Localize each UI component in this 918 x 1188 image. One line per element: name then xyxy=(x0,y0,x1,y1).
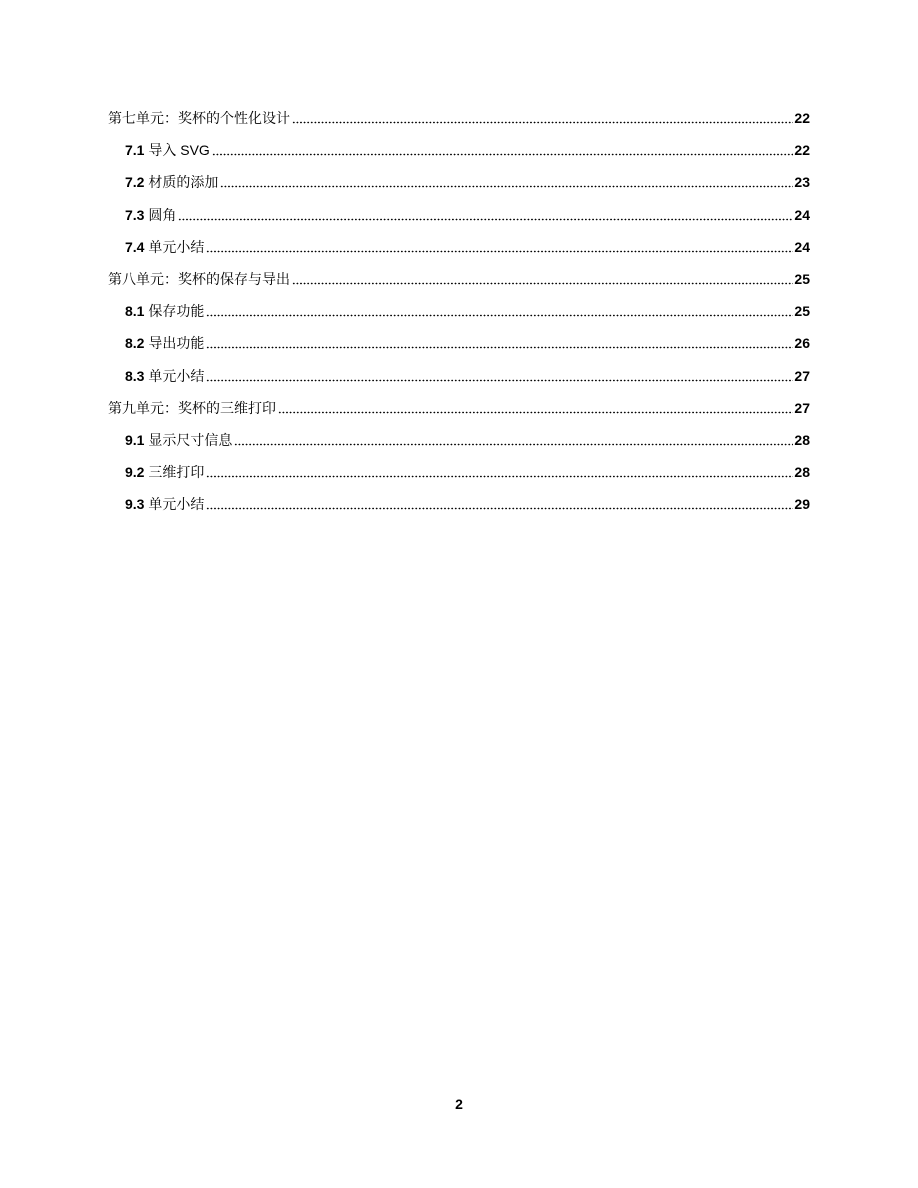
toc-page-number: 25 xyxy=(794,270,810,287)
toc-dot-leader xyxy=(206,303,793,317)
toc-entry-title xyxy=(125,299,205,323)
toc-entry-title xyxy=(125,364,205,388)
toc-section-entry[interactable] xyxy=(108,428,810,460)
toc-entry-title xyxy=(125,331,205,355)
toc-dot-leader xyxy=(212,142,794,156)
toc-entry-title xyxy=(108,106,291,130)
toc-page-number: 29 xyxy=(794,496,810,513)
toc-title-text: 导入 SVG xyxy=(148,142,210,159)
toc-entry-title xyxy=(125,138,211,162)
toc-dot-leader xyxy=(292,271,793,285)
toc-section-entry[interactable] xyxy=(108,364,810,396)
toc-section-number: 8.3 xyxy=(125,367,145,384)
toc-page-number: 25 xyxy=(794,303,810,320)
toc-entry-title xyxy=(125,170,219,194)
toc-chapter-entry[interactable] xyxy=(108,106,810,138)
toc-page-number: 23 xyxy=(794,174,810,191)
toc-entry-title xyxy=(125,203,177,227)
toc-page-number: 22 xyxy=(794,142,810,159)
toc-chapter-entry[interactable] xyxy=(108,396,810,428)
toc-dot-leader xyxy=(220,174,793,188)
toc-title-text: 圆角 xyxy=(148,206,177,223)
toc-entry-title xyxy=(125,428,233,452)
toc-entry-title xyxy=(108,267,291,291)
toc-dot-leader xyxy=(206,239,793,253)
toc-title-text: 保存功能 xyxy=(148,303,205,320)
toc-title-text: 显示尺寸信息 xyxy=(148,431,233,448)
toc-dot-leader xyxy=(292,110,793,124)
toc-title-text: 导出功能 xyxy=(148,335,205,352)
toc-dot-leader xyxy=(234,432,793,446)
toc-section-number: 8.1 xyxy=(125,303,145,320)
toc-dot-leader xyxy=(206,496,793,510)
toc-section-entry[interactable] xyxy=(108,235,810,267)
toc-title-text: 单元小结 xyxy=(148,496,205,513)
toc-title-text: 第九单元：奖杯的三维打印 xyxy=(108,399,276,416)
toc-title-text: 材质的添加 xyxy=(148,174,219,191)
toc-section-number: 9.2 xyxy=(125,464,145,481)
toc-page-number: 28 xyxy=(794,431,810,448)
toc-page-number: 27 xyxy=(794,399,810,416)
toc-section-entry[interactable] xyxy=(108,170,810,202)
toc-section-number: 7.1 xyxy=(125,142,145,159)
toc-entry-title xyxy=(125,492,205,516)
toc-page-number: 22 xyxy=(794,110,810,126)
toc-title-text: 第七单元：奖杯的个性化设计 xyxy=(108,110,290,126)
page-number: 2 xyxy=(455,1096,463,1112)
toc-page-number: 26 xyxy=(794,335,810,352)
toc-title-text: 第八单元：奖杯的保存与导出 xyxy=(108,270,290,287)
toc-entry-title xyxy=(108,396,277,420)
toc-page-number: 28 xyxy=(794,464,810,481)
toc-section-number: 7.2 xyxy=(125,174,145,191)
toc-entry-title xyxy=(125,460,205,484)
toc-dot-leader xyxy=(206,464,793,478)
toc-dot-leader xyxy=(206,368,793,382)
toc-dot-leader xyxy=(178,207,793,221)
toc-section-entry[interactable] xyxy=(108,331,810,363)
table-of-contents xyxy=(108,106,810,524)
toc-section-number: 9.3 xyxy=(125,496,145,513)
toc-section-entry[interactable] xyxy=(108,460,810,492)
toc-dot-leader xyxy=(278,400,793,414)
toc-section-number: 9.1 xyxy=(125,431,145,448)
toc-page-number: 24 xyxy=(794,206,810,223)
toc-title-text: 单元小结 xyxy=(148,367,205,384)
toc-page-number: 27 xyxy=(794,367,810,384)
toc-page-number: 24 xyxy=(794,238,810,255)
toc-entry-title xyxy=(125,235,205,259)
toc-title-text: 三维打印 xyxy=(148,464,205,481)
toc-section-entry[interactable] xyxy=(108,138,810,170)
toc-section-number: 7.3 xyxy=(125,206,145,223)
toc-dot-leader xyxy=(206,335,793,349)
toc-section-entry[interactable] xyxy=(108,492,810,524)
toc-chapter-entry[interactable] xyxy=(108,267,810,299)
toc-title-text: 单元小结 xyxy=(148,238,205,255)
toc-section-entry[interactable] xyxy=(108,299,810,331)
toc-section-number: 7.4 xyxy=(125,238,145,255)
toc-section-number: 8.2 xyxy=(125,335,145,352)
toc-section-entry[interactable] xyxy=(108,203,810,235)
